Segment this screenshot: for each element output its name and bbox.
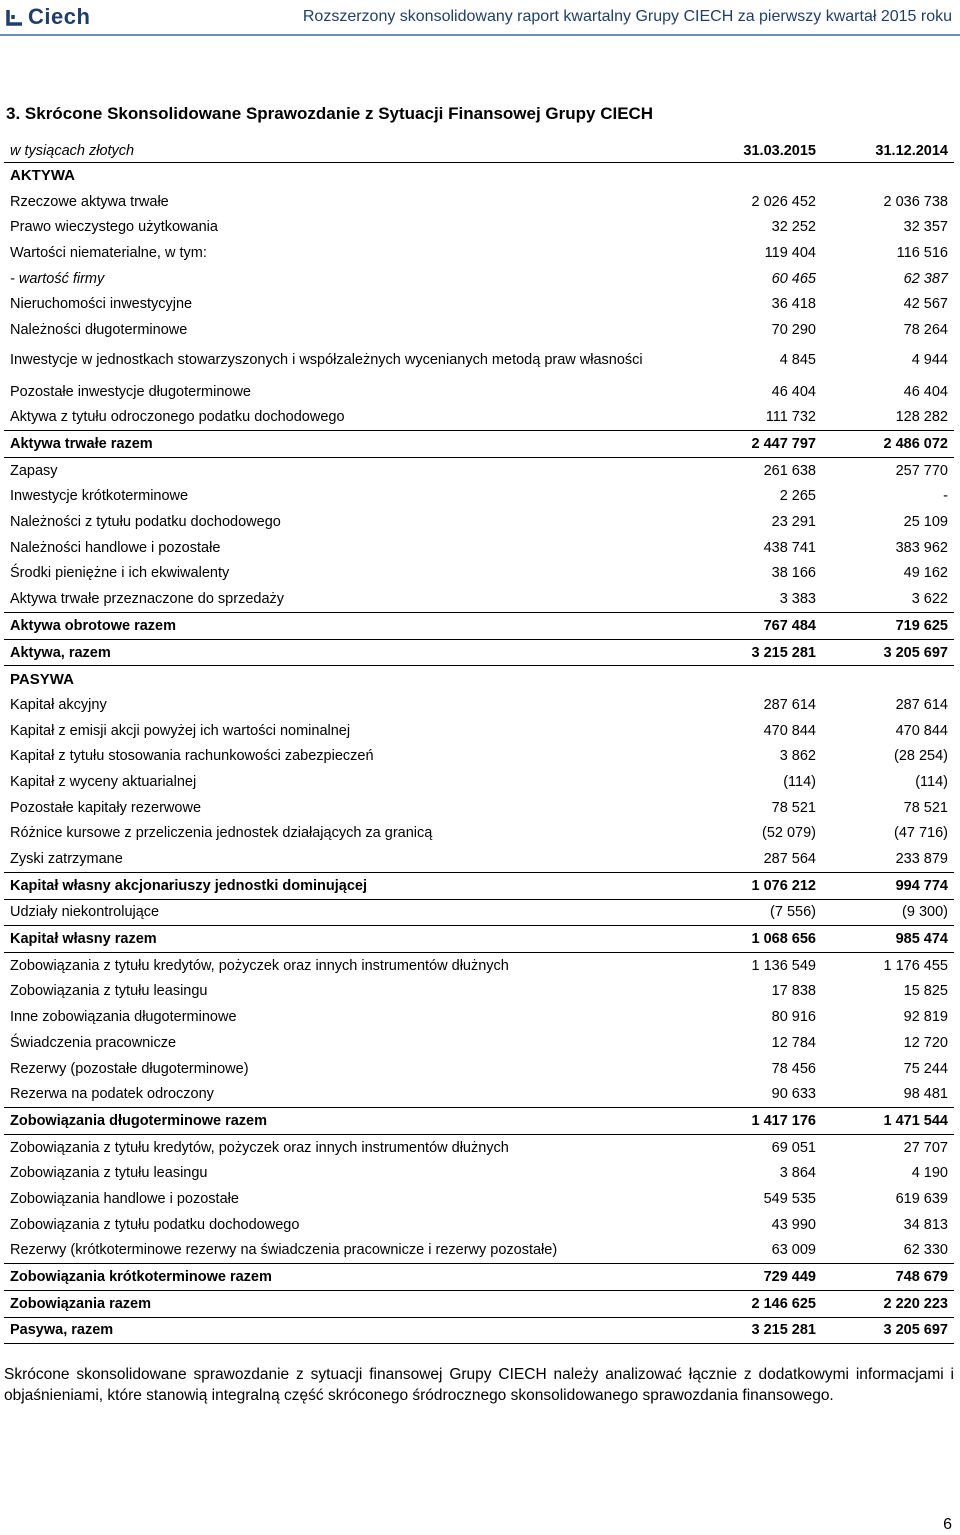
value-2015: 2 146 625 [698, 1290, 822, 1317]
row-label: Zobowiązania krótkoterminowe razem [4, 1264, 698, 1291]
row-label: Pasywa, razem [4, 1317, 698, 1344]
table-row [4, 692, 954, 718]
page-number: 6 [943, 1516, 952, 1533]
row-label: Kapitał z wyceny aktuarialnej [10, 773, 197, 790]
column-header-2015: 31.03.2015 [698, 140, 822, 163]
report-title: Rozszerzony skonsolidowany raport kwartalny Grupy CIECH za pierwszy kwartał 2015 roku [302, 8, 952, 25]
value-2015: 729 449 [698, 1264, 822, 1291]
value-2014: (114) [915, 773, 948, 790]
table-header-row [4, 140, 954, 163]
value-2015: 111 732 [698, 405, 822, 431]
table-row [4, 1056, 954, 1082]
row-label: Pozostałe kapitały rezerwowe [10, 799, 202, 816]
table-row [4, 405, 954, 431]
row-label: Inwestycje w jednostkach stowarzyszonych i współzależnych wycenianych metodą praw własności [10, 352, 643, 369]
table-row [4, 457, 954, 483]
row-label: Aktywa trwałe razem [4, 431, 698, 458]
value-2015 [698, 666, 822, 692]
row-label: Inwestycje krótkoterminowe [10, 488, 189, 505]
value-2014: 27 707 [903, 1139, 948, 1156]
value-2015: 17 838 [771, 983, 816, 1000]
row-label: Wartości niematerialne, w tym: [10, 244, 207, 261]
value-2015: 23 291 [771, 514, 816, 531]
row-label: Kapitał z tytułu stosowania rachunkowości zabezpieczeń [10, 748, 374, 765]
table-row [4, 846, 954, 872]
column-header-2014: 31.12.2014 [822, 140, 954, 163]
value-2015: 69 051 [771, 1139, 816, 1156]
table-row [4, 795, 954, 821]
table-row [4, 979, 954, 1005]
value-2015: 1 417 176 [698, 1108, 822, 1135]
value-2015: 1 136 549 [751, 957, 816, 974]
row-label: Świadczenia pracownicze [10, 1034, 177, 1051]
total-row [4, 613, 954, 640]
row-label: Kapitał własny razem [4, 926, 698, 953]
value-2014: 3 205 697 [822, 1317, 954, 1344]
row-label: Aktywa z tytułu odroczonego podatku dochodowego [4, 405, 698, 431]
value-2015: 119 404 [764, 244, 816, 261]
value-2015: 4 845 [779, 352, 816, 369]
value-2015: 549 535 [763, 1190, 816, 1207]
value-2014: 46 404 [903, 383, 948, 400]
value-2014: 257 770 [895, 462, 948, 479]
row-label: Pozostałe inwestycje długoterminowe [10, 383, 251, 400]
value-2014: 116 516 [896, 244, 948, 261]
table-row [4, 266, 954, 292]
value-2014: 383 962 [895, 539, 948, 556]
value-2015: 80 916 [771, 1009, 816, 1026]
total-row [4, 1290, 954, 1317]
row-label: Zobowiązania z tytułu podatku dochodowego [10, 1216, 300, 1233]
table-row [4, 343, 954, 379]
table-row [4, 509, 954, 535]
value-2014: 470 844 [895, 722, 948, 739]
row-label: Kapitał własny akcjonariuszy jednostki dominującej [4, 872, 698, 899]
table-row [4, 379, 954, 405]
total-row [4, 1108, 954, 1135]
table-row [4, 189, 954, 215]
value-2015: 38 166 [771, 565, 816, 582]
table-row [4, 1238, 954, 1264]
page-header [0, 0, 960, 36]
total-row [4, 431, 954, 458]
table-row [4, 1004, 954, 1030]
value-2015: (7 556) [698, 899, 822, 926]
section-group-row [4, 163, 954, 189]
value-2015: 3 864 [779, 1165, 816, 1182]
table-row [4, 1134, 954, 1160]
row-label: Kapitał akcyjny [10, 696, 107, 713]
table-row [4, 743, 954, 769]
table-row [4, 535, 954, 561]
value-2014: (28 254) [893, 748, 948, 765]
value-2015: 36 418 [771, 296, 816, 313]
table-row [4, 718, 954, 744]
table-row [4, 1160, 954, 1186]
value-2015: (52 079) [761, 825, 816, 842]
value-2014: 287 614 [895, 696, 948, 713]
value-2015: 3 215 281 [698, 1317, 822, 1344]
header-divider [0, 34, 960, 36]
unit-label: w tysiącach złotych [4, 140, 698, 163]
table-row [4, 899, 954, 926]
value-2014: 98 481 [822, 1081, 954, 1107]
row-label: Aktywa, razem [4, 639, 698, 666]
value-2014: 32 357 [903, 219, 948, 236]
row-label: Aktywa obrotowe razem [4, 613, 698, 640]
value-2015: 767 484 [698, 613, 822, 640]
value-2014: 1 176 455 [883, 957, 948, 974]
value-2014: (9 300) [822, 899, 954, 926]
row-label: Zobowiązania długoterminowe razem [4, 1108, 698, 1135]
row-label: Rezerwa na podatek odroczony [4, 1081, 698, 1107]
value-2014: 3 205 697 [822, 639, 954, 666]
value-2015 [698, 163, 822, 189]
value-2014: 2 220 223 [822, 1290, 954, 1317]
row-label: Zobowiązania handlowe i pozostałe [10, 1190, 239, 1207]
value-2014: 42 567 [903, 296, 948, 313]
value-2014: 78 264 [903, 321, 948, 338]
row-label: Należności handlowe i pozostałe [10, 539, 221, 556]
value-2015: 32 252 [771, 219, 816, 236]
row-label: Zyski zatrzymane [4, 846, 698, 872]
value-2015: 2 026 452 [751, 193, 816, 210]
value-2014: 34 813 [903, 1216, 948, 1233]
value-2014 [822, 163, 954, 189]
table-row [4, 317, 954, 343]
value-2015: 60 465 [771, 270, 816, 287]
value-2015: 70 290 [771, 321, 816, 338]
table-row [4, 240, 954, 266]
row-label: Prawo wieczystego użytkowania [10, 219, 218, 236]
total-row [4, 639, 954, 666]
table-row [4, 769, 954, 795]
value-2014: 233 879 [822, 846, 954, 872]
value-2014: 4 944 [911, 352, 948, 369]
value-2014: 49 162 [903, 565, 948, 582]
total-row [4, 1317, 954, 1344]
table-row [4, 952, 954, 978]
row-label: Zapasy [10, 462, 58, 479]
total-row [4, 1264, 954, 1291]
row-label: Kapitał z emisji akcji powyżej ich wartości nominalnej [10, 722, 351, 739]
value-2015: 3 215 281 [698, 639, 822, 666]
row-label: Rzeczowe aktywa trwałe [10, 193, 169, 210]
value-2014: 2 036 738 [883, 193, 948, 210]
value-2015: 1 076 212 [698, 872, 822, 899]
table-row [4, 561, 954, 587]
table-row [4, 214, 954, 240]
value-2015: (114) [783, 773, 816, 790]
value-2015: 287 564 [698, 846, 822, 872]
ciech-logo-icon [6, 6, 26, 28]
section-group-row [4, 666, 954, 692]
row-label: - wartość firmy [10, 270, 105, 287]
value-2015: 2 447 797 [698, 431, 822, 458]
financial-position-table [4, 140, 954, 1344]
row-label: Zobowiązania z tytułu leasingu [10, 983, 208, 1000]
row-label: Środki pieniężne i ich ekwiwalenty [10, 565, 230, 582]
value-2014: 25 109 [903, 514, 948, 531]
row-label: Zobowiązania razem [4, 1290, 698, 1317]
value-2015: 90 633 [698, 1081, 822, 1107]
row-label: Należności długoterminowe [10, 321, 188, 338]
value-2015: 261 638 [763, 462, 816, 479]
value-2014: 619 639 [895, 1190, 948, 1207]
value-2014: 12 720 [903, 1034, 948, 1051]
value-2014: 75 244 [903, 1060, 948, 1077]
section-title: 3. Skrócone Skonsolidowane Sprawozdanie z Sytuacji Finansowej Grupy CIECH [6, 104, 654, 123]
row-label: PASYWA [10, 670, 74, 688]
value-2014: 78 521 [903, 799, 948, 816]
value-2014: 1 471 544 [822, 1108, 954, 1135]
value-2015: 3 862 [779, 748, 816, 765]
value-2015: 43 990 [771, 1216, 816, 1233]
value-2015: 287 614 [763, 696, 816, 713]
total-row [4, 872, 954, 899]
value-2015: 2 265 [779, 488, 816, 505]
value-2014: 994 774 [822, 872, 954, 899]
value-2014: 3 622 [822, 586, 954, 612]
footnote: Skrócone skonsolidowane sprawozdanie z sytuacji finansowej Grupy CIECH należy analizować łącznie z dodatkowymi informacjami i objaśnieniami, które stanowią integralną część skróconego śródrocznego skonsolidowanego sprawozdania finansowego. [4, 1366, 954, 1404]
row-label: Rezerwy (pozostałe długoterminowe) [10, 1060, 249, 1077]
value-2015: 12 784 [771, 1034, 816, 1051]
row-label: Udziały niekontrolujące [4, 899, 698, 926]
value-2014: 4 190 [911, 1165, 948, 1182]
row-label: Zobowiązania z tytułu leasingu [10, 1165, 208, 1182]
ciech-logo [6, 4, 90, 30]
value-2014: 985 474 [822, 926, 954, 953]
value-2014: - [943, 488, 948, 505]
value-2015: 3 383 [698, 586, 822, 612]
value-2015: 78 456 [771, 1060, 816, 1077]
value-2015: 46 404 [771, 383, 816, 400]
row-label: Zobowiązania z tytułu kredytów, pożyczek oraz innych instrumentów dłużnych [10, 957, 509, 974]
table-row [4, 821, 954, 847]
table-row [4, 484, 954, 510]
row-label: Inne zobowiązania długoterminowe [10, 1009, 237, 1026]
total-row [4, 926, 954, 953]
row-label: Aktywa trwałe przeznaczone do sprzedaży [4, 586, 698, 612]
row-label: Rezerwy (krótkoterminowe rezerwy na świadczenia pracownicze i rezerwy pozostałe) [4, 1238, 698, 1264]
value-2014: 128 282 [822, 405, 954, 431]
table-row [4, 1212, 954, 1238]
value-2014 [822, 666, 954, 692]
table-row [4, 586, 954, 612]
row-label: Zobowiązania z tytułu kredytów, pożyczek oraz innych instrumentów dłużnych [10, 1139, 509, 1156]
row-label: Nieruchomości inwestycyjne [10, 296, 193, 313]
value-2015: 1 068 656 [698, 926, 822, 953]
value-2014: 62 387 [903, 270, 948, 287]
table-row [4, 291, 954, 317]
value-2015: 438 741 [763, 539, 816, 556]
value-2014: 719 625 [822, 613, 954, 640]
table-row [4, 1186, 954, 1212]
logo-text: Ciech [28, 4, 91, 29]
value-2014: 92 819 [903, 1009, 948, 1026]
value-2015: 63 009 [698, 1238, 822, 1264]
value-2014: 2 486 072 [822, 431, 954, 458]
value-2014: 15 825 [903, 983, 948, 1000]
table-row [4, 1030, 954, 1056]
row-label: Różnice kursowe z przeliczenia jednostek działających za granicą [10, 825, 433, 842]
value-2014: (47 716) [893, 825, 948, 842]
row-label: Należności z tytułu podatku dochodowego [10, 514, 281, 531]
value-2014: 62 330 [822, 1238, 954, 1264]
value-2014: 748 679 [822, 1264, 954, 1291]
value-2015: 470 844 [763, 722, 816, 739]
row-label: AKTYWA [10, 167, 75, 185]
table-row [4, 1081, 954, 1107]
value-2015: 78 521 [771, 799, 816, 816]
